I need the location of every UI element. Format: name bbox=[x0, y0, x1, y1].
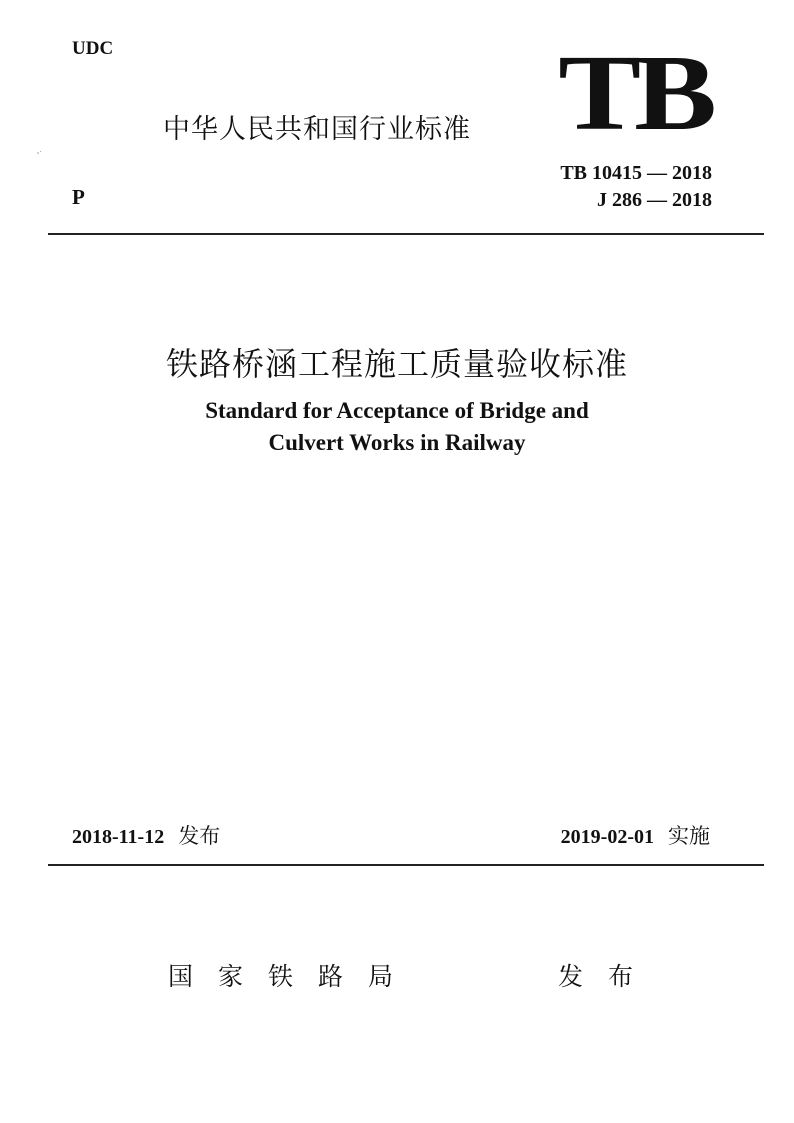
record-number: J 286 — 2018 bbox=[597, 189, 712, 211]
standard-number: TB 10415 — 2018 bbox=[560, 162, 712, 184]
issue-date-block bbox=[72, 820, 220, 850]
issue-label: 发布 bbox=[178, 824, 221, 848]
standard-level-title: 中华人民共和国行业标准 bbox=[163, 114, 471, 145]
udc-label: UDC bbox=[72, 38, 114, 59]
publisher-name: 国家铁路局 bbox=[168, 962, 419, 991]
implementation-label: 实施 bbox=[668, 824, 710, 848]
standard-numbers bbox=[560, 160, 712, 214]
publish-verb: 发布 bbox=[558, 962, 659, 991]
scan-speck bbox=[36, 150, 42, 156]
implementation-date-block bbox=[561, 820, 710, 850]
issue-date: 2018-11-12 bbox=[72, 826, 165, 848]
top-divider bbox=[48, 233, 764, 235]
title-chinese: 铁路桥涵工程施工质量验收标准 bbox=[165, 345, 628, 383]
category-code: P bbox=[72, 185, 85, 209]
tb-logo: TB bbox=[558, 34, 710, 153]
title-english-line-1: Standard for Acceptance of Bridge and bbox=[205, 398, 589, 423]
title-english bbox=[0, 395, 794, 459]
bottom-divider bbox=[48, 864, 764, 866]
title-english-line-2: Culvert Works in Railway bbox=[268, 430, 526, 455]
implementation-date: 2019-02-01 bbox=[560, 826, 654, 848]
